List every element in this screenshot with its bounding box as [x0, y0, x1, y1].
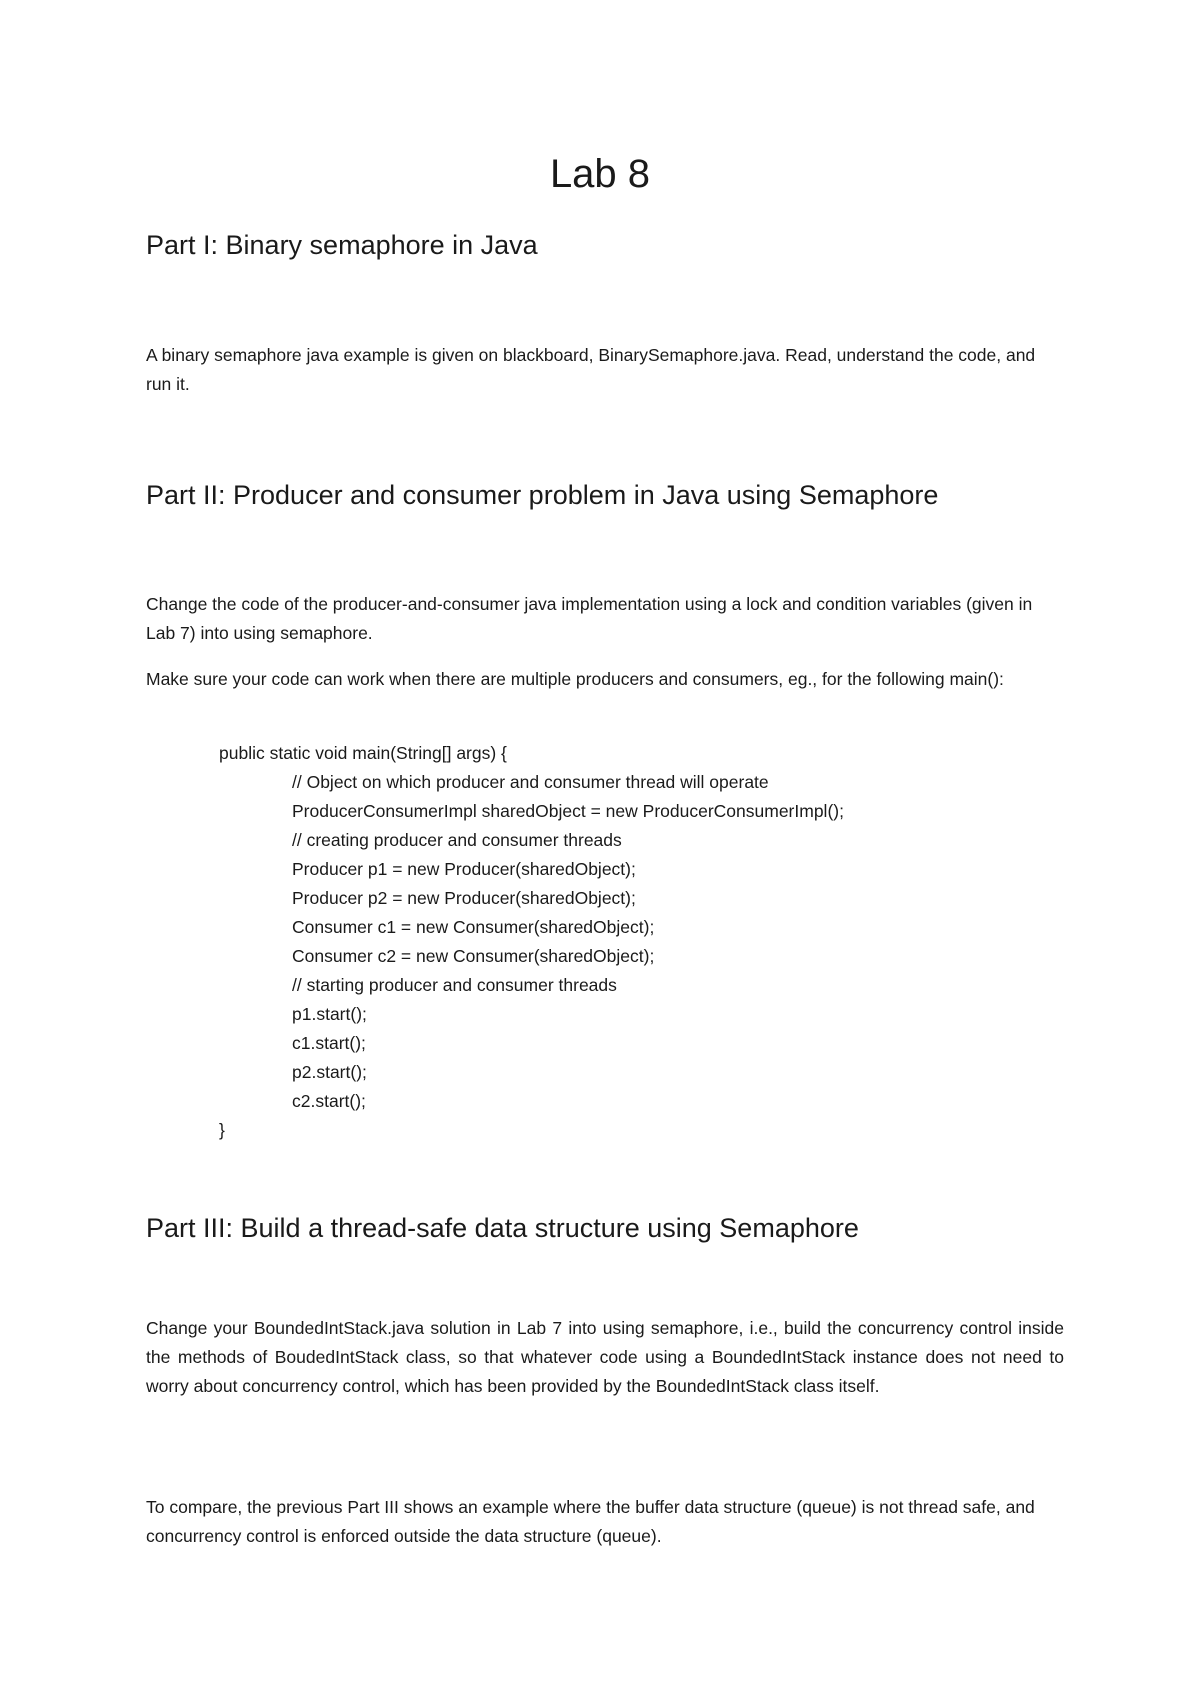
code-line: public static void main(String[] args) { [219, 743, 507, 763]
code-line: Producer p1 = new Producer(sharedObject); [292, 859, 636, 879]
page-title: Lab 8 [549, 152, 651, 196]
code-line: c1.start(); [292, 1033, 366, 1053]
part2-paragraph-2: Make sure your code can work when there are multiple producers and consumers, eg., for the following main(): [146, 669, 1004, 689]
code-block [219, 739, 844, 1145]
code-line: // Object on which producer and consumer thread will operate [292, 772, 769, 792]
part1-heading: Part I: Binary semaphore in Java [146, 230, 538, 260]
part1-paragraph: A binary semaphore java example is given on blackboard, BinarySemaphore.java. Read, understand the code, and run it. [146, 345, 1036, 394]
code-line: c2.start(); [292, 1091, 366, 1111]
code-line: Consumer c2 = new Consumer(sharedObject); [292, 946, 655, 966]
part3-paragraph-2: To compare, the previous Part III shows an example where the buffer data structure (queue) is not thread safe, and concurrency control is enforced outside the data structure (queue). [146, 1497, 1035, 1546]
part2-paragraph-1: Change the code of the producer-and-consumer java implementation using a lock and condition variables (given in Lab 7) into using semaphore. [146, 594, 1033, 643]
code-line: // creating producer and consumer threads [292, 830, 622, 850]
code-line: p1.start(); [292, 1004, 367, 1024]
code-line: // starting producer and consumer threads [292, 975, 617, 995]
code-line: } [219, 1120, 225, 1140]
code-line: Producer p2 = new Producer(sharedObject); [292, 888, 636, 908]
part3-paragraph-1: Change your BoundedIntStack.java solution in Lab 7 into using semaphore, i.e., build the concurrency control inside the methods of BoudedIntStack class, so that whatever code using a BoundedIntStack instance does not need to worry about concurrency control, which has been provided by the BoundedIntStack class itself. [146, 1318, 1064, 1396]
part2-heading: Part II: Producer and consumer problem in Java using Semaphore [146, 480, 939, 510]
part3-heading: Part III: Build a thread-safe data structure using Semaphore [146, 1213, 859, 1243]
code-line: ProducerConsumerImpl sharedObject = new ProducerConsumerImpl(); [292, 801, 844, 821]
code-line: Consumer c1 = new Consumer(sharedObject); [292, 917, 655, 937]
code-line: p2.start(); [292, 1062, 367, 1082]
